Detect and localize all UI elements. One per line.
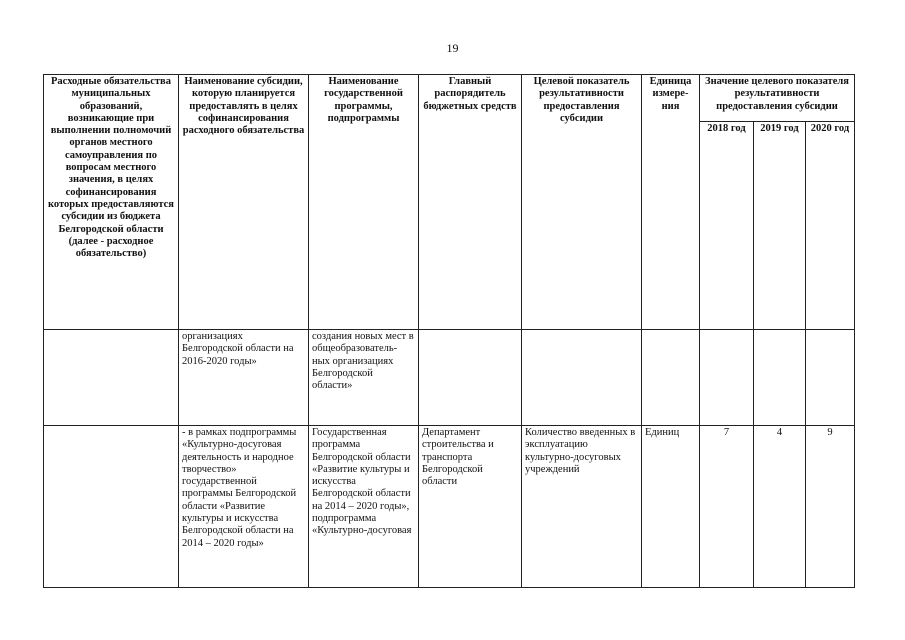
header-row [44, 75, 855, 122]
header-program: Наименование государственной программы, подпрограммы [309, 75, 419, 330]
cell-manager [419, 330, 522, 426]
header-year-2019: 2019 год [754, 122, 806, 330]
header-subsidy-name: Наименование субсидии, которую планируется предоставлять в целях софинансирования расходного обязательства [179, 75, 309, 330]
header-obligations: Расходные обязательства муниципальных образований, возникающие при выполнении полномочий органов местного самоуправления по вопросам местного значения, в целях софинансирования которых предоставляются субсидии из бюджета Белгородской области (далее - расходное обязательство) [44, 75, 179, 330]
subsidy-table [43, 74, 855, 588]
table-row [44, 330, 855, 426]
table-row [44, 426, 855, 588]
cell-value-2018: 7 [700, 426, 754, 588]
page-number: 19 [446, 41, 459, 55]
cell-indicator [522, 330, 642, 426]
cell-indicator: Количество введенных в эксплуатацию культурно-досуговых учреждений [522, 426, 642, 588]
cell-subsidy-name: - в рамках подпрограммы «Культурно-досуговая деятельность и народное творчество» государственной программы Белгородской области «Развитие культуры и искусства Белгородской области на 2014 – 2020 годы» [179, 426, 309, 588]
cell-program: Государственная программа Белгородской области «Развитие культуры и искусства Белгородской области на 2014 – 2020 годы», подпрограмма «Культурно-досуговая [309, 426, 419, 588]
cell-value-2020 [806, 330, 855, 426]
cell-value-2019: 4 [754, 426, 806, 588]
header-target-values: Значение целевого показателя результативности предоставления субсидии [700, 75, 855, 122]
header-indicator: Целевой показатель результативности предоставления субсидии [522, 75, 642, 330]
cell-value-2018 [700, 330, 754, 426]
cell-unit [642, 330, 700, 426]
cell-value-2020: 9 [806, 426, 855, 588]
header-year-2018: 2018 год [700, 122, 754, 330]
cell-obligation [44, 330, 179, 426]
header-unit: Единица измере-ния [642, 75, 700, 330]
cell-obligation [44, 426, 179, 588]
cell-subsidy-name: организациях Белгородской области на 2016-2020 годы» [179, 330, 309, 426]
cell-unit: Единиц [642, 426, 700, 588]
cell-manager: Департамент строительства и транспорта Белгородской области [419, 426, 522, 588]
header-year-2020: 2020 год [806, 122, 855, 330]
header-manager: Главный распорядитель бюджетных средств [419, 75, 522, 330]
cell-program: создания новых мест в общеобразователь-ных организациях Белгородской области» [309, 330, 419, 426]
cell-value-2019 [754, 330, 806, 426]
